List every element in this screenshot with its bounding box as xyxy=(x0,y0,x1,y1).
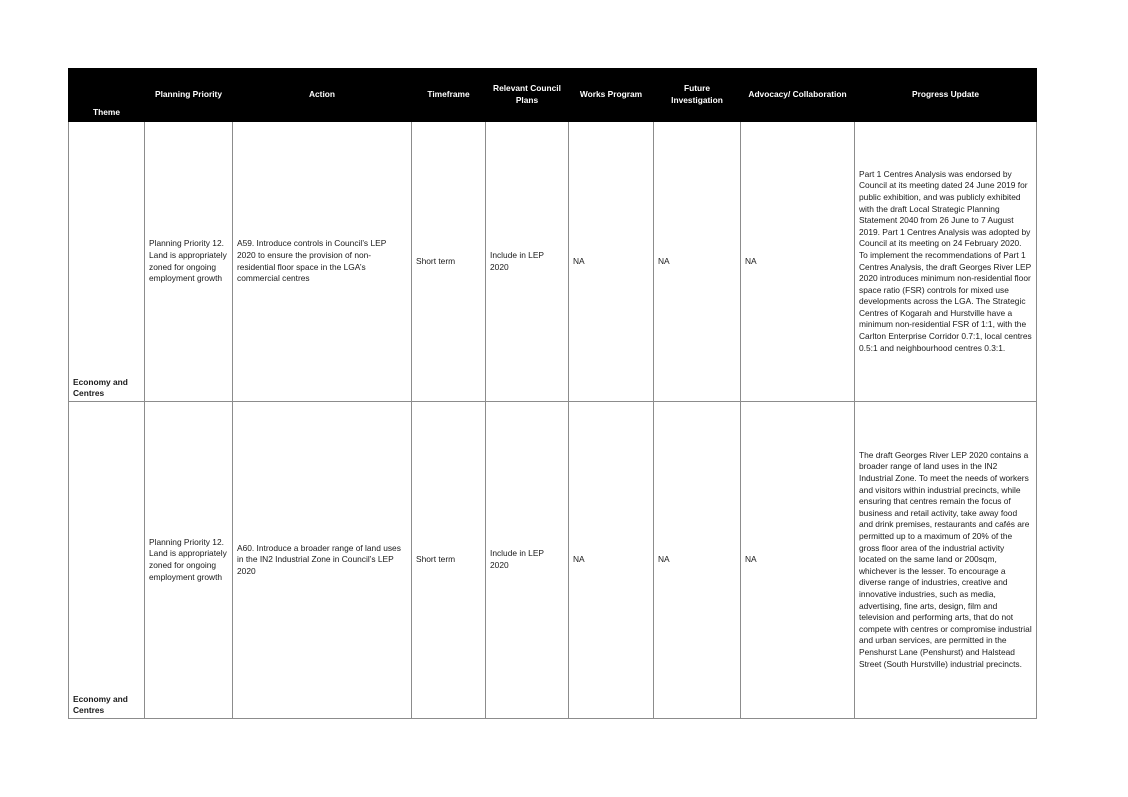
header-planning-priority: Planning Priority xyxy=(145,69,233,122)
cell-timeframe: Short term xyxy=(412,402,486,719)
cell-timeframe: Short term xyxy=(412,122,486,402)
table-row xyxy=(69,402,1037,719)
cell-relevant-council-plans: Include in LEP 2020 xyxy=(486,402,569,719)
cell-relevant-council-plans: Include in LEP 2020 xyxy=(486,122,569,402)
header-progress-update: Progress Update xyxy=(855,69,1037,122)
cell-works-program: NA xyxy=(569,122,654,402)
cell-planning-priority: Planning Priority 12. Land is appropriately zoned for ongoing employment growth xyxy=(145,402,233,719)
cell-theme: Economy and Centres xyxy=(69,402,145,719)
header-relevant-council-plans: Relevant Council Plans xyxy=(486,69,569,122)
cell-progress-update: The draft Georges River LEP 2020 contains a broader range of land uses in the IN2 Industrial Zone. To meet the needs of workers and visitors within industrial precincts, while ensuring that centres remain the focus of business and retail activity, take away food and drink premises, restaurants and cafés are permitted up to a maximum of 20% of the gross floor area of the industrial activity located on the same land or 200sqm, whichever is the lesser. To encourage a diverse range of industries, creative and innovative industries, such as media, advertising, fine arts, design, film and television and performing arts, that do not compete with centres or compromise industrial and urban services, are permitted in the Penshurst Lane (Penshurst) and Halstead Street (South Hurstville) industrial precincts. xyxy=(855,402,1037,719)
cell-action: A60. Introduce a broader range of land uses in the IN2 Industrial Zone in Council’s LEP 2020 xyxy=(233,402,412,719)
cell-advocacy-collaboration: NA xyxy=(741,122,855,402)
header-timeframe: Timeframe xyxy=(412,69,486,122)
cell-action: A59. Introduce controls in Council’s LEP 2020 to ensure the provision of non-residential floor space in the LGA’s commercial centres xyxy=(233,122,412,402)
cell-future-investigation: NA xyxy=(654,402,741,719)
cell-progress-update: Part 1 Centres Analysis was endorsed by Council at its meeting dated 24 June 2019 for public exhibition, and was publicly exhibited with the draft Local Strategic Planning Statement 2040 from 26 June to 7 August 2019. Part 1 Centres Analysis was adopted by Council at its meeting on 24 February 2020. To implement the recommendations of Part 1 Centres Analysis, the draft Georges River LEP 2020 introduces minimum non-residential floor space ratio (FSR) controls for mixed use developments across the LGA. The Strategic Centres of Kogarah and Hurstville have a minimum non-residential FSR of 1:1, with the Carlton Enterprise Corridor 0.7:1, local centres 0.5:1 and neighbourhood centres 0.3:1. xyxy=(855,122,1037,402)
header-future-investigation: Future Investigation xyxy=(654,69,741,122)
header-row xyxy=(69,69,1037,122)
cell-works-program: NA xyxy=(569,402,654,719)
cell-advocacy-collaboration: NA xyxy=(741,402,855,719)
cell-future-investigation: NA xyxy=(654,122,741,402)
header-theme: Theme xyxy=(69,69,145,122)
cell-planning-priority: Planning Priority 12. Land is appropriately zoned for ongoing employment growth xyxy=(145,122,233,402)
action-plan-table xyxy=(68,68,1037,719)
cell-theme: Economy and Centres xyxy=(69,122,145,402)
header-works-program: Works Program xyxy=(569,69,654,122)
header-action: Action xyxy=(233,69,412,122)
header-advocacy-collaboration: Advocacy/ Collaboration xyxy=(741,69,855,122)
table-row xyxy=(69,122,1037,402)
